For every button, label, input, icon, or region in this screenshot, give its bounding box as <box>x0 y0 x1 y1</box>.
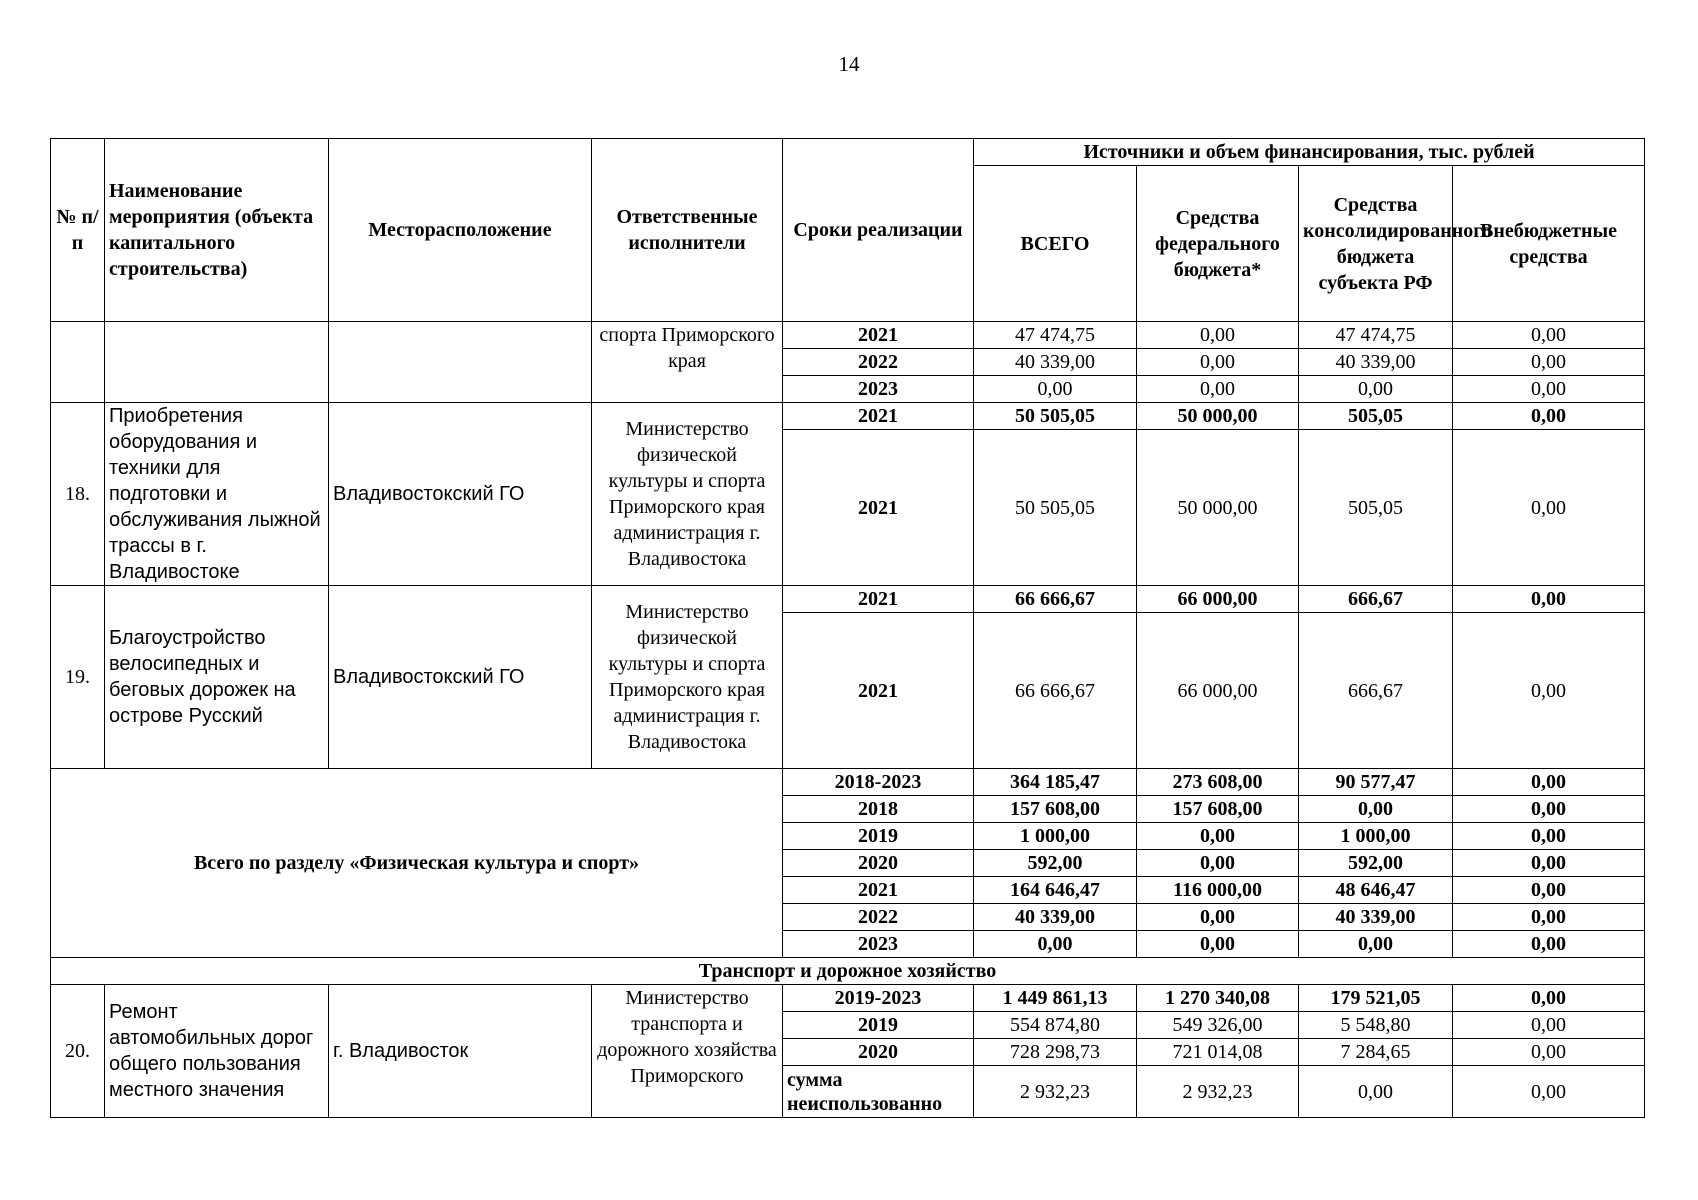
total-cell: 164 646,47 <box>974 877 1137 904</box>
item-name: Приобретения оборудования и техники для подготовки и обслуживания лыжной трассы в г. Владивостоке <box>105 403 329 586</box>
total-cell: 0,00 <box>974 931 1137 958</box>
federal-cell: 0,00 <box>1137 322 1299 349</box>
year-cell: 2020 <box>783 850 974 877</box>
regional-cell: 666,67 <box>1299 586 1453 613</box>
regional-cell: 0,00 <box>1299 376 1453 403</box>
federal-cell: 0,00 <box>1137 904 1299 931</box>
total-cell: 1 000,00 <box>974 823 1137 850</box>
item-number: 20. <box>51 985 105 1118</box>
extra-cell: 0,00 <box>1453 430 1645 586</box>
regional-cell: 179 521,05 <box>1299 985 1453 1012</box>
federal-cell: 2 932,23 <box>1137 1066 1299 1118</box>
item-responsible: Министерство физической культуры и спорта Приморского края администрация г. Владивостока <box>592 586 783 769</box>
total-cell: 592,00 <box>974 850 1137 877</box>
header-row-1 <box>51 139 1645 166</box>
year-cell: 2021 <box>783 613 974 769</box>
section-heading-row <box>51 958 1645 985</box>
extra-cell: 0,00 <box>1453 586 1645 613</box>
total-cell: 66 666,67 <box>974 586 1137 613</box>
total-cell: 157 608,00 <box>974 796 1137 823</box>
extra-cell: 0,00 <box>1453 403 1645 430</box>
year-cell: 2021 <box>783 430 974 586</box>
cont-location-cell <box>329 322 592 403</box>
year-cell: 2021 <box>783 403 974 430</box>
regional-cell: 48 646,47 <box>1299 877 1453 904</box>
total-cell: 50 505,05 <box>974 403 1137 430</box>
item-number: 18. <box>51 403 105 586</box>
item-responsible: Министерство физической культуры и спорта Приморского края администрация г. Владивостока <box>592 403 783 586</box>
financing-table <box>50 138 1645 1118</box>
regional-cell: 0,00 <box>1299 931 1453 958</box>
extra-cell: 0,00 <box>1453 796 1645 823</box>
extra-cell: 0,00 <box>1453 322 1645 349</box>
regional-cell: 5 548,80 <box>1299 1012 1453 1039</box>
federal-cell: 66 000,00 <box>1137 586 1299 613</box>
regional-cell: 0,00 <box>1299 796 1453 823</box>
total-cell: 364 185,47 <box>974 769 1137 796</box>
extra-cell: 0,00 <box>1453 931 1645 958</box>
header-period: Сроки реализации <box>783 139 974 322</box>
federal-cell: 0,00 <box>1137 376 1299 403</box>
federal-cell: 549 326,00 <box>1137 1012 1299 1039</box>
year-cell: 2019 <box>783 823 974 850</box>
section-total-label: Всего по разделу «Физическая культура и спорт» <box>51 769 783 958</box>
federal-cell: 66 000,00 <box>1137 613 1299 769</box>
year-cell: 2018 <box>783 796 974 823</box>
extra-cell: 0,00 <box>1453 349 1645 376</box>
total-cell: 1 449 861,13 <box>974 985 1137 1012</box>
year-cell: 2019 <box>783 1012 974 1039</box>
regional-cell: 1 000,00 <box>1299 823 1453 850</box>
federal-cell: 0,00 <box>1137 823 1299 850</box>
total-cell: 40 339,00 <box>974 904 1137 931</box>
item-name: Благоустройство велосипедных и беговых дорожек на острове Русский <box>105 586 329 769</box>
year-cell: 2022 <box>783 904 974 931</box>
total-cell: 554 874,80 <box>974 1012 1137 1039</box>
federal-cell: 1 270 340,08 <box>1137 985 1299 1012</box>
regional-cell: 592,00 <box>1299 850 1453 877</box>
regional-cell: 505,05 <box>1299 403 1453 430</box>
federal-cell: 273 608,00 <box>1137 769 1299 796</box>
total-cell: 47 474,75 <box>974 322 1137 349</box>
item-location: Владивостокский ГО <box>329 403 592 586</box>
regional-cell: 40 339,00 <box>1299 349 1453 376</box>
total-cell: 40 339,00 <box>974 349 1137 376</box>
regional-cell: 0,00 <box>1299 1066 1453 1118</box>
total-cell: 2 932,23 <box>974 1066 1137 1118</box>
year-cell: 2021 <box>783 322 974 349</box>
total-cell: 50 505,05 <box>974 430 1137 586</box>
table-row <box>51 769 1645 796</box>
total-cell: 728 298,73 <box>974 1039 1137 1066</box>
year-cell: 2020 <box>783 1039 974 1066</box>
header-extra: Внебюджетные средства <box>1453 166 1645 322</box>
page-number: 14 <box>838 52 860 76</box>
header-responsible: Ответственные исполнители <box>592 139 783 322</box>
regional-cell: 90 577,47 <box>1299 769 1453 796</box>
regional-cell: 40 339,00 <box>1299 904 1453 931</box>
federal-cell: 116 000,00 <box>1137 877 1299 904</box>
year-cell: сумма неиспользованно <box>783 1066 974 1118</box>
regional-cell: 7 284,65 <box>1299 1039 1453 1066</box>
item-location: Владивостокский ГО <box>329 586 592 769</box>
item-number: 19. <box>51 586 105 769</box>
extra-cell: 0,00 <box>1453 613 1645 769</box>
extra-cell: 0,00 <box>1453 1012 1645 1039</box>
header-federal: Средства федерального бюджета* <box>1137 166 1299 322</box>
table-row <box>51 322 1645 349</box>
regional-cell: 47 474,75 <box>1299 322 1453 349</box>
extra-cell: 0,00 <box>1453 877 1645 904</box>
item-location: г. Владивосток <box>329 985 592 1118</box>
header-location: Месторасположение <box>329 139 592 322</box>
federal-cell: 0,00 <box>1137 850 1299 877</box>
year-cell: 2023 <box>783 376 974 403</box>
year-cell: 2022 <box>783 349 974 376</box>
header-num: № п/п <box>51 139 105 322</box>
header-sources: Источники и объем финансирования, тыс. рублей <box>974 139 1645 166</box>
extra-cell: 0,00 <box>1453 376 1645 403</box>
year-cell: 2023 <box>783 931 974 958</box>
extra-cell: 0,00 <box>1453 1039 1645 1066</box>
federal-cell: 50 000,00 <box>1137 403 1299 430</box>
federal-cell: 721 014,08 <box>1137 1039 1299 1066</box>
extra-cell: 0,00 <box>1453 823 1645 850</box>
table-row <box>51 985 1645 1012</box>
extra-cell: 0,00 <box>1453 850 1645 877</box>
total-cell: 66 666,67 <box>974 613 1137 769</box>
item-name: Ремонт автомобильных дорог общего пользования местного значения <box>105 985 329 1118</box>
total-cell: 0,00 <box>974 376 1137 403</box>
federal-cell: 157 608,00 <box>1137 796 1299 823</box>
table-row <box>51 403 1645 430</box>
federal-cell: 50 000,00 <box>1137 430 1299 586</box>
regional-cell: 666,67 <box>1299 613 1453 769</box>
year-cell: 2021 <box>783 877 974 904</box>
cont-name-cell <box>105 322 329 403</box>
regional-cell: 505,05 <box>1299 430 1453 586</box>
header-regional: Средства консолидированного бюджета субъекта РФ <box>1299 166 1453 322</box>
table-row <box>51 586 1645 613</box>
extra-cell: 0,00 <box>1453 769 1645 796</box>
cont-responsible: спорта Приморского края <box>592 322 783 403</box>
extra-cell: 0,00 <box>1453 904 1645 931</box>
year-cell: 2021 <box>783 586 974 613</box>
header-total: ВСЕГО <box>974 166 1137 322</box>
item-responsible: Министерство транспорта и дорожного хозяйства Приморского <box>592 985 783 1118</box>
federal-cell: 0,00 <box>1137 931 1299 958</box>
extra-cell: 0,00 <box>1453 1066 1645 1118</box>
year-cell: 2019-2023 <box>783 985 974 1012</box>
year-cell: 2018-2023 <box>783 769 974 796</box>
extra-cell: 0,00 <box>1453 985 1645 1012</box>
cont-num-cell <box>51 322 105 403</box>
section-transport-heading: Транспорт и дорожное хозяйство <box>51 958 1645 985</box>
header-name: Наименование мероприятия (объекта капитального строительства) <box>105 139 329 322</box>
federal-cell: 0,00 <box>1137 349 1299 376</box>
